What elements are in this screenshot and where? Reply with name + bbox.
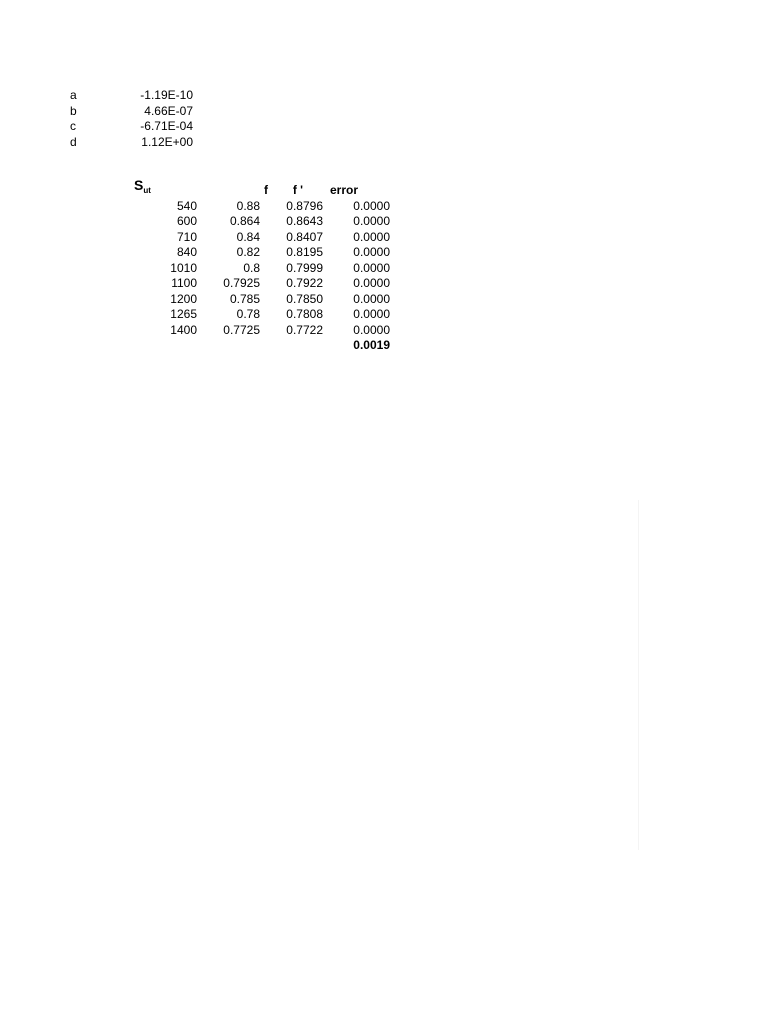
coefficient-label[interactable]: d: [70, 134, 77, 149]
coefficient-table: [70, 88, 193, 150]
f-cell[interactable]: 0.7925: [223, 276, 260, 290]
f-cell[interactable]: 0.82: [236, 245, 260, 259]
f-prime-cell[interactable]: 0.7922: [286, 276, 323, 290]
header-error[interactable]: [323, 178, 390, 199]
empty-cell[interactable]: [197, 338, 260, 354]
error-cell[interactable]: 0.0000: [353, 276, 390, 290]
coefficient-row-b: [70, 104, 193, 120]
f-prime-cell[interactable]: 0.7808: [286, 307, 323, 321]
coefficient-value[interactable]: -6.71E-04: [140, 119, 193, 133]
faint-page-line: [638, 500, 639, 850]
error-cell[interactable]: 0.0000: [353, 245, 390, 259]
sut-fit-table: [130, 178, 390, 354]
sut-cell[interactable]: 840: [176, 245, 197, 259]
error-cell[interactable]: 0.0000: [353, 322, 390, 337]
total-error-cell[interactable]: 0.0019: [353, 338, 390, 352]
coefficient-label[interactable]: a: [70, 88, 77, 102]
f-prime-cell[interactable]: 0.7999: [286, 260, 323, 275]
f-cell[interactable]: 0.8: [243, 260, 260, 275]
coefficient-row-a: [70, 88, 193, 104]
error-cell[interactable]: 0.0000: [353, 260, 390, 275]
table-row: [130, 323, 390, 339]
table-row: [130, 199, 390, 215]
sut-cell[interactable]: 1100: [171, 276, 197, 290]
coefficient-label[interactable]: c: [70, 119, 76, 133]
sut-cell[interactable]: 540: [176, 198, 197, 213]
table-row: [130, 307, 390, 323]
header-error-label: error: [329, 183, 358, 197]
f-prime-cell[interactable]: 0.8407: [286, 229, 323, 244]
coefficient-value[interactable]: 1.12E+00: [141, 134, 193, 149]
table-header-row: [130, 178, 390, 199]
f-cell[interactable]: 0.864: [229, 214, 260, 228]
sut-cell[interactable]: 1400: [170, 322, 197, 337]
header-sut-subscript: ut: [143, 186, 151, 195]
coefficient-label[interactable]: b: [70, 103, 77, 118]
sut-cell[interactable]: 1265: [170, 307, 197, 321]
sut-cell[interactable]: 600: [176, 214, 197, 228]
total-row: [130, 338, 390, 354]
f-prime-cell[interactable]: 0.8195: [286, 245, 323, 259]
f-prime-cell[interactable]: 0.7850: [286, 291, 323, 306]
f-prime-cell[interactable]: 0.8796: [286, 198, 323, 213]
f-cell[interactable]: 0.78: [236, 307, 260, 321]
table-row: [130, 230, 390, 246]
coefficient-row-d: [70, 135, 193, 151]
error-cell[interactable]: 0.0000: [353, 307, 390, 321]
sut-cell[interactable]: 1010: [170, 260, 197, 275]
sut-cell[interactable]: 710: [176, 229, 197, 244]
f-prime-cell[interactable]: 0.7722: [286, 322, 323, 337]
coefficient-row-c: [70, 119, 193, 135]
header-sut-main: S: [134, 177, 144, 193]
table-row: [130, 292, 390, 308]
header-f-label: f: [264, 183, 268, 197]
header-sut[interactable]: [130, 178, 197, 199]
error-cell[interactable]: 0.0000: [353, 291, 390, 306]
error-cell[interactable]: 0.0000: [353, 214, 390, 228]
empty-cell[interactable]: [260, 338, 323, 354]
error-cell[interactable]: 0.0000: [353, 229, 390, 244]
coefficient-value[interactable]: -1.19E-10: [140, 88, 193, 102]
sut-cell[interactable]: 1200: [170, 291, 197, 306]
table-row: [130, 245, 390, 261]
f-cell[interactable]: 0.84: [236, 229, 260, 244]
f-cell[interactable]: 0.88: [236, 198, 260, 213]
empty-cell[interactable]: [130, 338, 197, 354]
table-row: [130, 214, 390, 230]
f-prime-cell[interactable]: 0.8643: [286, 214, 323, 228]
header-f-prime-label: f ': [292, 183, 303, 197]
header-f[interactable]: [197, 178, 268, 199]
coefficient-value[interactable]: 4.66E-07: [144, 103, 193, 118]
f-cell[interactable]: 0.785: [229, 291, 260, 306]
table-row: [130, 261, 390, 277]
error-cell[interactable]: 0.0000: [353, 198, 390, 213]
table-row: [130, 276, 390, 292]
header-f-prime[interactable]: [260, 178, 323, 199]
f-cell[interactable]: 0.7725: [223, 322, 260, 337]
